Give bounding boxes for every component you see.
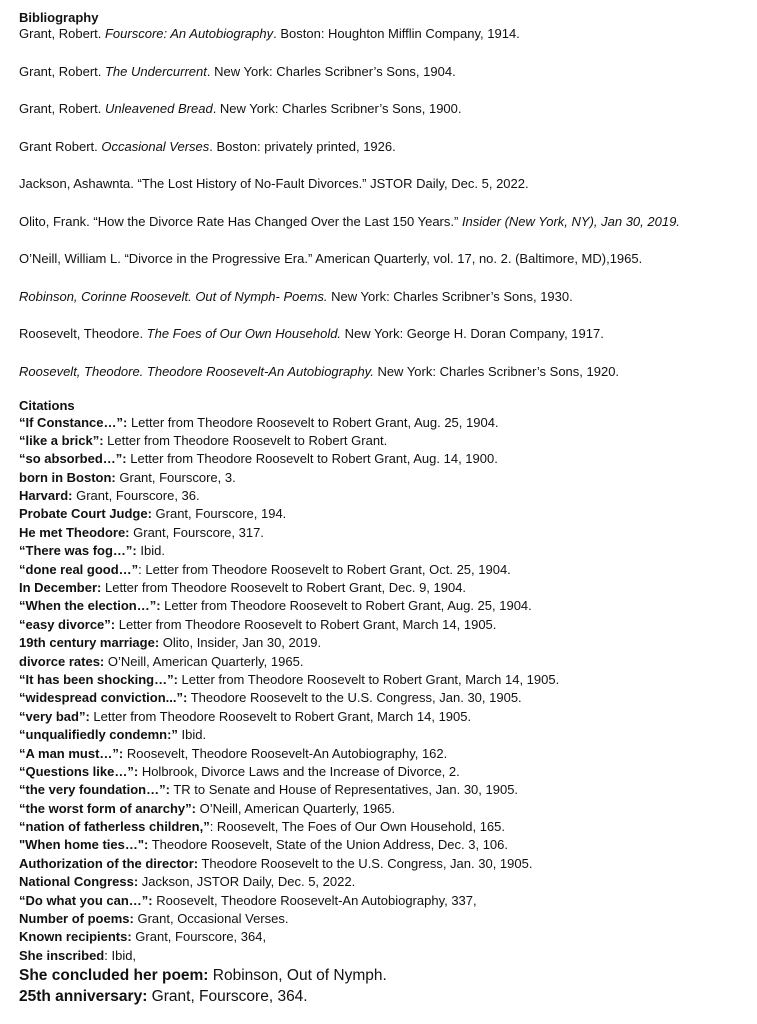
entry-spacer (19, 155, 754, 177)
citation-item (19, 469, 754, 487)
citation-source: Letter from Theodore Roosevelt to Robert Grant, March 14, 1905. (115, 616, 497, 632)
citation-item (19, 726, 754, 744)
entry-spacer (19, 305, 754, 327)
citation-label: She inscribed (19, 947, 105, 963)
citation-source: Grant, Fourscore, 194. (151, 506, 287, 522)
citation-label: National Congress: (19, 874, 139, 890)
entry-title-italic: The Undercurrent (104, 63, 207, 79)
citation-item (19, 965, 754, 986)
entry-text: Grant, Robert. (19, 63, 105, 79)
citation-item (19, 873, 754, 891)
citation-label: "When home ties…": (19, 837, 149, 853)
citation-item (19, 986, 754, 1007)
citation-item (19, 634, 754, 652)
entry-spacer (19, 192, 754, 214)
bibliography-entry (19, 101, 754, 117)
citation-label: “like a brick”: (19, 432, 104, 448)
entry-title-italic: Insider (New York, NY), Jan 30, 2019. (461, 213, 680, 229)
citation-source: Letter from Theodore Roosevelt to Robert Grant, March 14, 1905. (89, 708, 472, 724)
entry-text: Grant, Robert. (19, 101, 105, 116)
entry-text: New York: Charles Scribner’s Sons, 1920. (373, 363, 620, 379)
citation-source: Ibid. (136, 543, 165, 559)
citation-source: O’Neill, American Quarterly, 1965. (195, 800, 396, 816)
citations-list (19, 414, 754, 1008)
entry-text: Jackson, Ashawnta. “The Lost History of No-Fault Divorces.” JSTOR Daily, Dec. 5, 2022. (19, 176, 529, 191)
citation-label: Known recipients: (19, 929, 132, 945)
citation-label: “so absorbed…”: (19, 451, 127, 467)
citation-item (19, 689, 754, 707)
citation-source: Grant, Fourscore, 36. (72, 488, 200, 504)
citation-source: Theodore Roosevelt, State of the Union Address, Dec. 3, 106. (148, 837, 508, 853)
citation-item (19, 708, 754, 726)
citation-item (19, 818, 754, 836)
citation-label: 19th century marriage: (19, 635, 160, 651)
entry-text: Grant, Robert. (19, 26, 105, 41)
citation-source: Letter from Theodore Roosevelt to Robert Grant, Aug. 14, 1900. (126, 451, 498, 467)
citation-label: “the very foundation…”: (19, 782, 170, 798)
citation-label: 25th anniversary: (19, 988, 148, 1006)
citation-label: “the worst form of anarchy”: (19, 800, 196, 816)
citation-item (19, 836, 754, 854)
citation-item (19, 542, 754, 560)
citation-source: O’Neill, American Quarterly, 1965. (104, 653, 304, 669)
citation-source: Letter from Theodore Roosevelt to Robert Grant, Aug. 25, 1904. (127, 414, 499, 430)
citation-item (19, 579, 754, 597)
citation-label: Probate Court Judge: (19, 506, 152, 522)
bibliography-heading: Bibliography (19, 10, 99, 25)
citation-source: Theodore Roosevelt to the U.S. Congress, Jan. 30, 1905. (198, 855, 533, 871)
citation-label: Number of poems: (19, 911, 134, 927)
entry-text: New York: Charles Scribner’s Sons, 1930. (327, 288, 573, 304)
bibliography-entry (19, 139, 754, 155)
entry-title-italic: Unleavened Bread (104, 101, 213, 116)
entry-title-italic: Fourscore: An Autobiography (104, 26, 274, 41)
citation-source: Holbrook, Divorce Laws and the Increase of Divorce, 2. (138, 763, 460, 779)
citation-item (19, 561, 754, 579)
entry-text: New York: George H. Doran Company, 1917. (341, 326, 604, 341)
citation-source: Grant, Fourscore, 364, (131, 929, 267, 945)
citation-label: “done real good…” (19, 561, 139, 577)
citation-item (19, 597, 754, 615)
citation-item (19, 892, 754, 910)
citation-source: Theodore Roosevelt to the U.S. Congress, Jan. 30, 1905. (187, 690, 522, 706)
citation-label: “unqualifiedly condemn:” (19, 727, 178, 743)
entry-spacer (19, 342, 754, 364)
citation-source: Olito, Insider, Jan 30, 2019. (159, 635, 322, 651)
entry-text: . New York: Charles Scribner’s Sons, 1900. (212, 101, 462, 116)
entry-text: . Boston: Houghton Mifflin Company, 1914. (273, 26, 520, 41)
citations-heading: Citations (19, 397, 75, 413)
citation-source: Jackson, JSTOR Daily, Dec. 5, 2022. (138, 874, 356, 890)
citation-item (19, 653, 754, 671)
citation-label: He met Theodore: (19, 524, 130, 540)
bibliography-entry (19, 64, 754, 80)
citation-item (19, 414, 754, 432)
citation-source: Grant, Fourscore, 364. (147, 988, 308, 1006)
citation-label: “Do what you can…”: (19, 892, 153, 908)
citation-source: Letter from Theodore Roosevelt to Robert Grant, Aug. 25, 1904. (160, 598, 532, 614)
bibliography-entry (19, 214, 754, 230)
entry-spacer (19, 267, 754, 289)
citation-item (19, 910, 754, 928)
citation-source: : Roosevelt, The Foes of Our Own Household, 165. (209, 819, 506, 835)
citation-label: “There was fog…”: (19, 543, 137, 559)
citation-source: TR to Senate and House of Representatives, Jan. 30, 1905. (169, 782, 519, 798)
citation-item (19, 671, 754, 689)
citation-item (19, 505, 754, 523)
citation-label: “It has been shocking…”: (19, 671, 178, 687)
bibliography-entry (19, 251, 754, 267)
citation-source: Ibid. (177, 727, 207, 743)
citation-item (19, 524, 754, 542)
citation-label: “very bad”: (19, 708, 90, 724)
bibliography-entry (19, 364, 754, 380)
citation-label: “Questions like…”: (19, 763, 139, 779)
citation-item (19, 928, 754, 946)
citation-source: : Ibid, (104, 947, 137, 963)
entry-spacer (19, 117, 754, 139)
citation-item (19, 781, 754, 799)
citation-label: Harvard: (19, 488, 73, 504)
citation-label: born in Boston: (19, 469, 116, 485)
citation-item (19, 800, 754, 818)
entry-text: Grant Robert. (19, 138, 102, 154)
citation-source: Letter from Theodore Roosevelt to Robert Grant, Dec. 9, 1904. (101, 580, 467, 596)
citation-label: Authorization of the director: (19, 855, 199, 871)
entry-title-italic: Roosevelt, Theodore. Theodore Roosevelt-An Autobiography. (19, 363, 374, 379)
citation-source: Letter from Theodore Roosevelt to Robert Grant. (103, 432, 388, 448)
citation-label: “If Constance…”: (19, 414, 128, 430)
entry-spacer (19, 80, 754, 102)
entry-spacer (19, 42, 754, 64)
citation-item (19, 616, 754, 634)
citation-source: Roosevelt, Theodore Roosevelt-An Autobiography, 162. (123, 745, 448, 761)
citation-item (19, 487, 754, 505)
citation-item (19, 855, 754, 873)
citation-source: Grant, Fourscore, 317. (129, 524, 264, 540)
citation-label: In December: (19, 580, 102, 596)
citation-label: “nation of fatherless children,” (19, 819, 210, 835)
citation-label: divorce rates: (19, 653, 105, 669)
entry-text: Olito, Frank. “How the Divorce Rate Has Changed Over the Last 150 Years.” (19, 213, 462, 229)
entry-spacer (19, 230, 754, 252)
bibliography-entry (19, 326, 754, 342)
bibliography-entry (19, 289, 754, 305)
citation-item (19, 763, 754, 781)
citation-label: She concluded her poem: (19, 967, 209, 985)
citation-source: : Letter from Theodore Roosevelt to Robert Grant, Oct. 25, 1904. (138, 561, 511, 577)
citation-source: Roosevelt, Theodore Roosevelt-An Autobiography, 337, (152, 892, 477, 908)
entry-text: O’Neill, William L. “Divorce in the Progressive Era.” American Quarterly, vol. 17, no. 2. (Baltimore, MD),1965. (19, 251, 643, 266)
citation-label: “A man must…”: (19, 745, 124, 761)
bibliography-list (19, 26, 754, 380)
citation-item (19, 947, 754, 965)
document-page (19, 10, 754, 1007)
citation-source: Grant, Fourscore, 3. (115, 469, 236, 485)
bibliography-entry (19, 26, 754, 42)
citation-source: Letter from Theodore Roosevelt to Robert Grant, March 14, 1905. (177, 671, 560, 687)
entry-text: . Boston: privately printed, 1926. (209, 138, 396, 154)
entry-title-italic: Robinson, Corinne Roosevelt. Out of Nymph- Poems. (19, 288, 328, 304)
citation-source: Grant, Occasional Verses. (133, 911, 289, 927)
citation-label: “widespread conviction...”: (19, 690, 188, 706)
citation-item (19, 432, 754, 450)
entry-title-italic: The Foes of Our Own Household. (146, 326, 342, 341)
bibliography-entry (19, 176, 754, 192)
entry-text: . New York: Charles Scribner’s Sons, 1904. (206, 63, 456, 79)
citation-label: “When the election…”: (19, 598, 161, 614)
entry-text: Roosevelt, Theodore. (19, 326, 147, 341)
citation-label: “easy divorce”: (19, 616, 116, 632)
citation-item (19, 745, 754, 763)
citation-source: Robinson, Out of Nymph. (208, 967, 387, 985)
entry-title-italic: Occasional Verses (101, 138, 210, 154)
citation-item (19, 450, 754, 468)
